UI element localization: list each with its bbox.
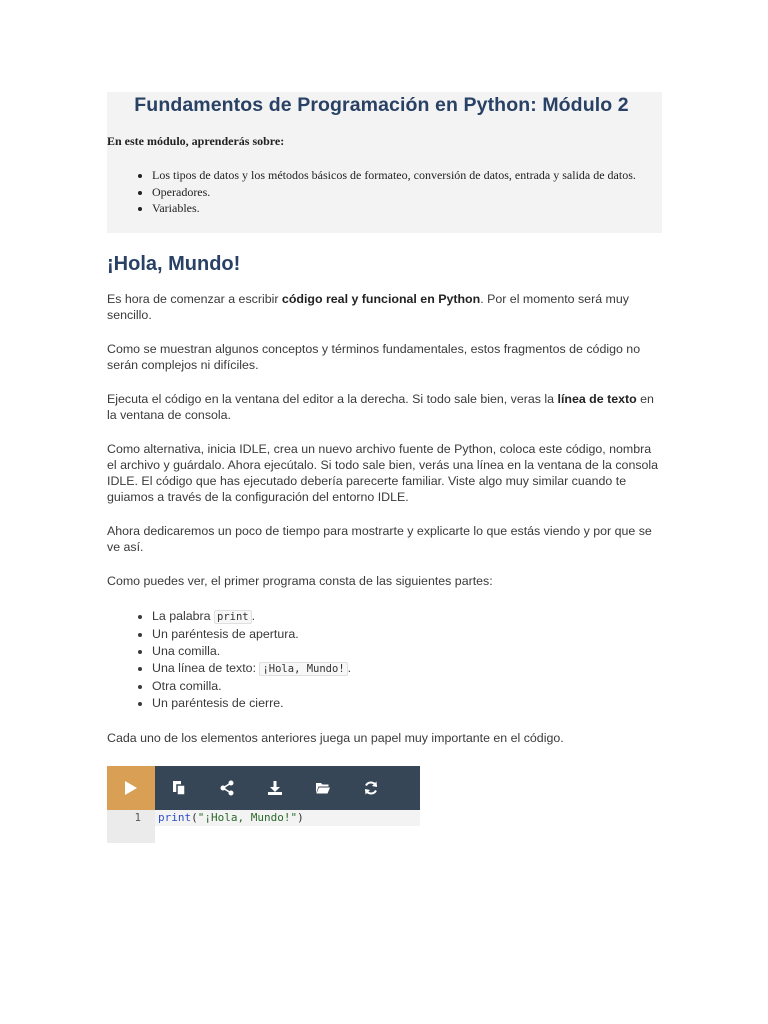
code-keyword: print: [158, 811, 192, 824]
text: Ejecuta el código en la ventana del editor a la derecha. Si todo sale bien, veras la: [107, 392, 558, 406]
module-title: Fundamentos de Programación en Python: Módulo 2: [134, 94, 629, 116]
editor-toolbar: [107, 766, 420, 810]
module-intro: En este módulo, aprenderás sobre:: [107, 134, 285, 148]
copy-button[interactable]: [155, 766, 203, 810]
paragraph: [107, 291, 662, 323]
text: Es hora de comenzar a escribir: [107, 292, 282, 306]
list-item: • Un paréntesis de apertura.: [152, 626, 662, 643]
text: .: [251, 609, 256, 623]
bold-text: línea de texto: [557, 392, 637, 406]
text: La palabra: [152, 609, 215, 623]
section-title: ¡Hola, Mundo!: [107, 253, 241, 275]
code-editor: [107, 766, 420, 843]
share-icon: [219, 780, 235, 796]
download-button[interactable]: [251, 766, 299, 810]
bold-text: código real y funcional en Python: [281, 292, 481, 306]
copy-icon: [171, 780, 187, 796]
folder-open-icon: [315, 781, 331, 795]
text: Una línea de texto:: [152, 661, 260, 675]
list-item: • Otra comilla.: [152, 678, 662, 695]
inline-code: print: [214, 610, 252, 624]
reload-button[interactable]: [347, 766, 395, 810]
list-item: [152, 660, 662, 678]
module-summary-box: [107, 92, 662, 233]
list-item: • Operadores.: [152, 185, 656, 201]
paragraph: [107, 391, 662, 423]
text: .: [347, 661, 352, 675]
module-topics-list: [107, 168, 656, 217]
paragraph: Como se muestran algunos conceptos y términos fundamentales, estos fragmentos de código no serán complejos ni difíciles.: [107, 342, 641, 372]
share-button[interactable]: [203, 766, 251, 810]
reload-icon: [363, 780, 379, 796]
run-button[interactable]: [107, 766, 155, 810]
list-item: • Variables.: [152, 201, 656, 217]
paragraph: Como puedes ver, el primer programa consta de las siguientes partes:: [107, 574, 493, 588]
code-content[interactable]: [155, 810, 304, 826]
paragraph: Cada uno de los elementos anteriores juega un papel muy importante en el código.: [107, 731, 564, 745]
open-button[interactable]: [299, 766, 347, 810]
code-line[interactable]: [107, 810, 420, 826]
program-parts-list: [107, 608, 662, 712]
text: . Por el momento será muy sencillo.: [107, 292, 629, 322]
paragraph: Como alternativa, inicia IDLE, crea un nuevo archivo fuente de Python, coloca este código, nombra el archivo y guárdalo. Ahora ejecútalo. Si todo sale bien, verás una línea en la ventana de la consola IDLE. El código que has ejecutado debería parecerte familiar. Viste algo muy similar cuando te guiamos a través de la configuración del entorno IDLE.: [107, 442, 659, 504]
list-item: • Los tipos de datos y los métodos básicos de formateo, conversión de datos, entrada y salida de datos.: [152, 168, 656, 184]
line-number: 1: [107, 810, 155, 826]
text: en la ventana de consola.: [107, 392, 654, 422]
download-icon: [267, 780, 283, 796]
document-content: [107, 92, 662, 746]
play-icon: [124, 780, 138, 796]
list-item: [152, 608, 662, 626]
inline-code: ¡Hola, Mundo!: [259, 662, 347, 676]
code-string: "¡Hola, Mundo!": [197, 811, 298, 824]
list-item: • Una comilla.: [152, 643, 662, 660]
gutter-tail: [107, 826, 155, 843]
code-punct: ): [297, 811, 304, 824]
paragraph: Ahora dedicaremos un poco de tiempo para mostrarte y explicarte lo que estás viendo y por que se ve así.: [107, 524, 652, 554]
list-item: • Un paréntesis de cierre.: [152, 695, 662, 712]
code-punct: (: [191, 811, 198, 824]
